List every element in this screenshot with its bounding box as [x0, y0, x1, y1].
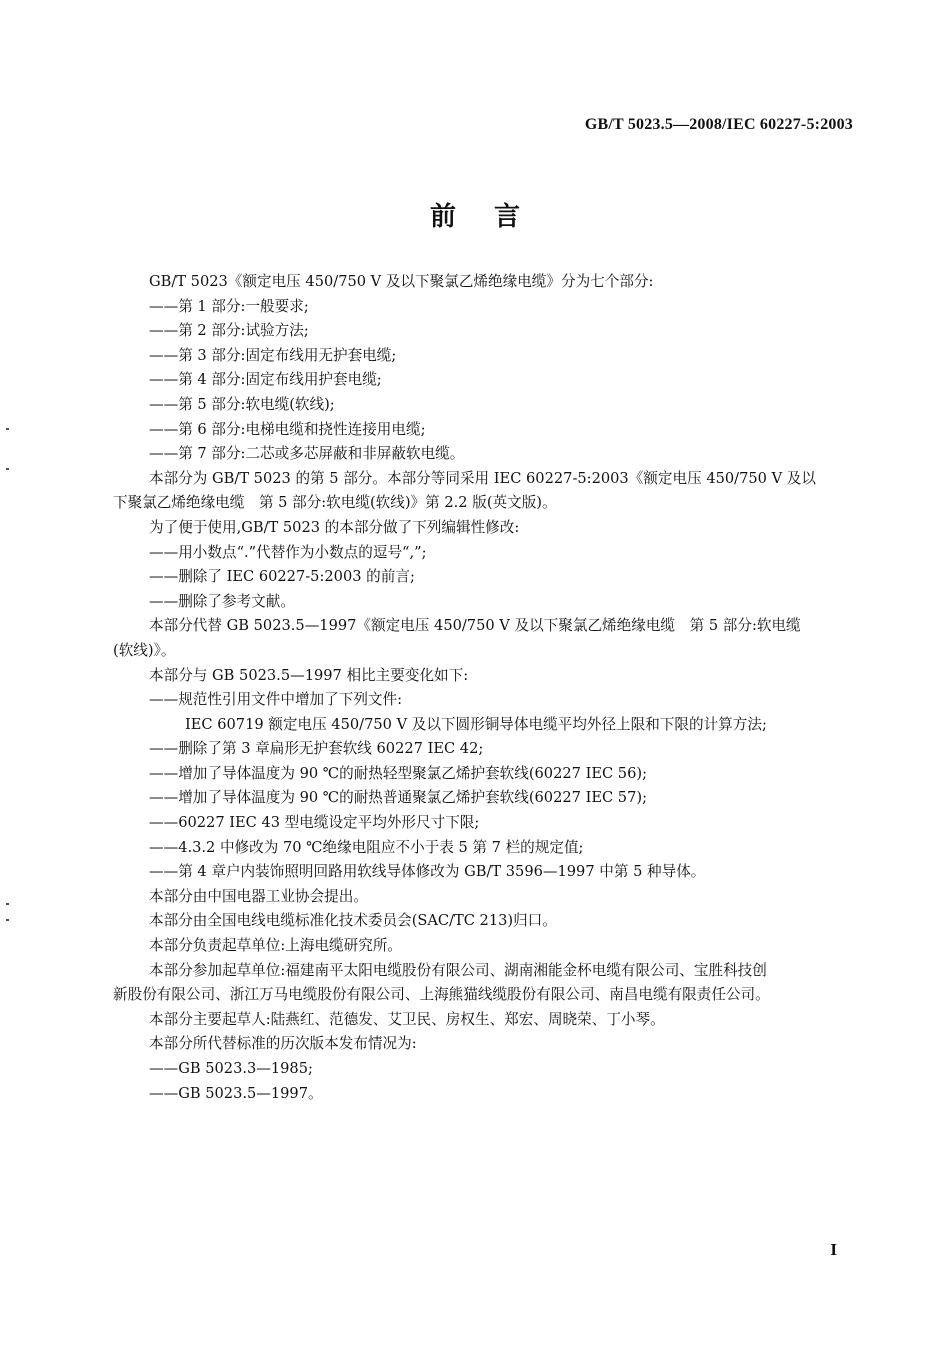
- text-line: ——用小数点“.”代替作为小数点的逗号“,”;: [149, 543, 427, 561]
- text-line: 本部分负责起草单位:上海电缆研究所。: [149, 937, 403, 955]
- scan-artifact-mark: [6, 468, 9, 470]
- text-line: ——删除了 IEC 60227-5:2003 的前言;: [149, 568, 415, 586]
- scan-artifact-mark: [6, 903, 9, 905]
- page-number: I: [830, 1240, 837, 1259]
- page-title: 前言: [429, 202, 558, 232]
- text-line: 本部分代替 GB 5023.5—1997《额定电压 450/750 V 及以下聚氯乙烯绝缘电缆 第 5 部分:软电缆: [149, 617, 801, 635]
- text-line: ——第 5 部分:软电缆(软线);: [149, 395, 335, 413]
- text-line: ——删除了第 3 章扁形无护套软线 60227 IEC 42;: [149, 740, 484, 758]
- text-line: ——第 2 部分:试验方法;: [149, 322, 309, 340]
- text-line: 本部分参加起草单位:福建南平太阳电缆股份有限公司、湖南湘能金杯电缆有限公司、宝胜科技创: [149, 961, 767, 979]
- text-line: 本部分为 GB/T 5023 的第 5 部分。本部分等同采用 IEC 60227-5:2003《额定电压 450/750 V 及以: [149, 469, 816, 487]
- text-line: ——删除了参考文献。: [149, 592, 295, 610]
- text-line: 本部分由中国电器工业协会提出。: [149, 887, 368, 905]
- text-line: 下聚氯乙烯绝缘电缆 第 5 部分:软电缆(软线)》第 2.2 版(英文版)。: [113, 494, 557, 512]
- text-line: 本部分所代替标准的历次版本发布情况为:: [149, 1035, 417, 1053]
- text-line: 新股份有限公司、浙江万马电缆股份有限公司、上海熊猫线缆股份有限公司、南昌电缆有限责任公司。: [113, 986, 770, 1004]
- text-line: ——60227 IEC 43 型电缆设定平均外形尺寸下限;: [149, 814, 480, 832]
- text-line: 本部分与 GB 5023.5—1997 相比主要变化如下:: [149, 666, 469, 684]
- standard-code: GB/T 5023.5—2008/IEC 60227-5:2003: [584, 116, 853, 133]
- text-line: ——增加了导体温度为 90 ℃的耐热轻型聚氯乙烯护套软线(60227 IEC 56);: [149, 764, 647, 782]
- text-line: ——增加了导体温度为 90 ℃的耐热普通聚氯乙烯护套软线(60227 IEC 57);: [149, 789, 647, 807]
- text-line: 本部分主要起草人:陆燕红、范德发、艾卫民、房权生、郑宏、周晓荣、丁小琴。: [149, 1010, 665, 1028]
- text-line: ——规范性引用文件中增加了下列文件:: [149, 691, 403, 709]
- text-line: IEC 60719 额定电压 450/750 V 及以下圆形铜导体电缆平均外径上限和下限的计算方法;: [185, 715, 767, 733]
- text-line: ——GB 5023.3—1985;: [149, 1060, 313, 1077]
- foreword-body: [113, 270, 848, 1106]
- text-line: 本部分由全国电线电缆标准化技术委员会(SAC/TC 213)归口。: [149, 912, 557, 930]
- text-line: ——GB 5023.5—1997。: [149, 1084, 323, 1102]
- text-line: ——第 4 部分:固定布线用护套电缆;: [149, 371, 382, 389]
- scan-artifact-mark: [6, 919, 9, 921]
- text-line: 为了便于使用,GB/T 5023 的本部分做了下列编辑性修改:: [149, 518, 520, 536]
- text-line: (软线)》。: [113, 641, 176, 659]
- text-line: ——4.3.2 中修改为 70 ℃绝缘电阻应不小于表 5 第 7 栏的规定值;: [149, 838, 584, 856]
- scan-artifact-mark: [6, 428, 9, 430]
- text-line: GB/T 5023《额定电压 450/750 V 及以下聚氯乙烯绝缘电缆》分为七个部分:: [149, 273, 654, 290]
- text-line: ——第 3 部分:固定布线用无护套电缆;: [149, 346, 397, 364]
- text-line: ——第 1 部分:一般要求;: [149, 297, 309, 315]
- text-line: ——第 6 部分:电梯电缆和挠性连接用电缆;: [149, 420, 426, 438]
- text-line: ——第 4 章户内装饰照明回路用软线导体修改为 GB/T 3596—1997 中第 5 种导体。: [149, 863, 706, 881]
- text-line: ——第 7 部分:二芯或多芯屏蔽和非屏蔽软电缆。: [149, 445, 465, 463]
